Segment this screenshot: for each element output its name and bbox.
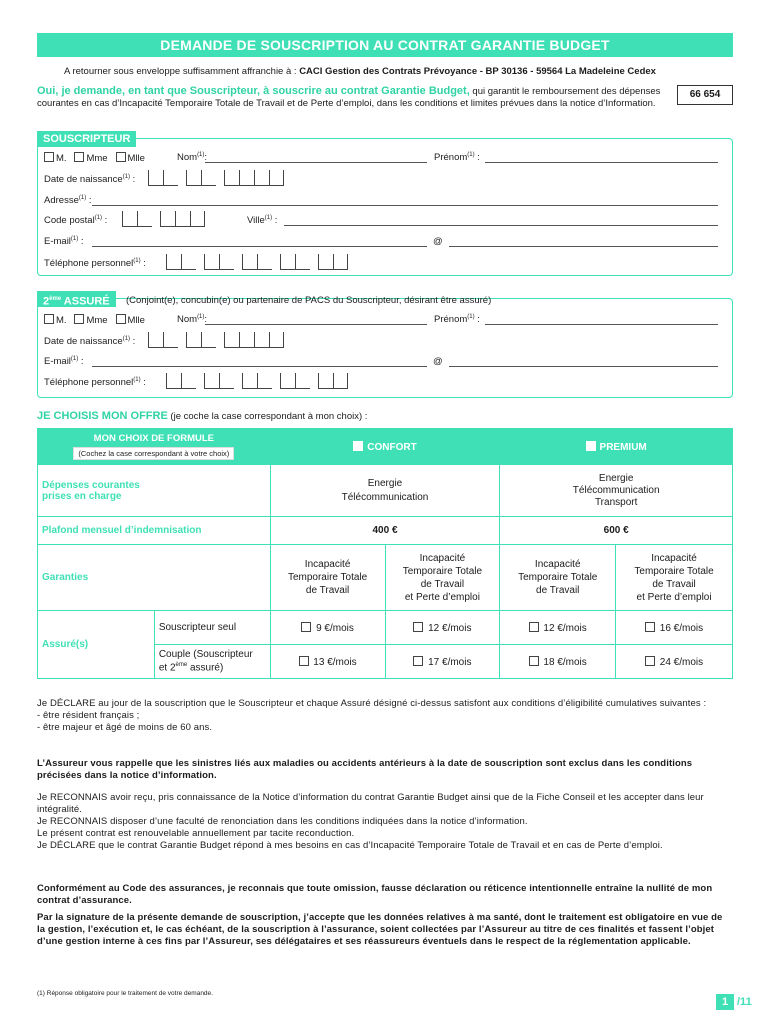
- a2-telephone-label: Téléphone personnel$^{(1)}$ :: [44, 377, 146, 389]
- confort-checkbox[interactable]: [353, 441, 363, 451]
- prenom-label: Prénom$^{(1)}$ :: [434, 152, 480, 164]
- assure2-civility-row: M. Mme Mlle: [44, 314, 145, 326]
- a2-email-user-input[interactable]: [92, 357, 427, 367]
- email-user-input[interactable]: [92, 237, 427, 247]
- civility-row: [44, 152, 145, 164]
- telephone-boxes[interactable]: [166, 254, 348, 270]
- garanties-label: Garanties: [38, 545, 271, 611]
- a2-civ-m-checkbox[interactable]: [44, 314, 54, 324]
- civ-m-label: M.: [56, 153, 67, 164]
- nom-input[interactable]: [205, 153, 427, 163]
- intro-paragraph: [37, 85, 667, 110]
- civ-mlle-label: Mlle: [127, 153, 145, 164]
- souscripteur-seul-label: Souscripteur seul: [154, 611, 270, 645]
- couple-label: Couple (Souscripteur et 2ème assuré): [154, 645, 270, 679]
- return-address: CACI Gestion des Contrats Prévoyance - BP 30136 - 59564 La Madeleine Cedex: [299, 66, 656, 77]
- assure2-description: (Conjoint(e), concubin(e) ou partenaire de PACS du Souscripteur, désirant être assuré): [126, 295, 492, 306]
- price-checkbox[interactable]: [645, 656, 655, 666]
- price-option[interactable]: 12 €/mois: [500, 611, 616, 645]
- page-number: 1: [716, 994, 734, 1010]
- price-checkbox[interactable]: [529, 656, 539, 666]
- a2-nom-input[interactable]: [205, 315, 427, 325]
- a2-email-domain-input[interactable]: [449, 357, 718, 367]
- price-option[interactable]: 13 €/mois: [270, 645, 385, 679]
- price-checkbox[interactable]: [299, 656, 309, 666]
- confort-plafond: 400 €: [270, 517, 500, 545]
- naissance-boxes[interactable]: [148, 170, 284, 186]
- signature-consent: Par la signature de la présente demande de souscription, j’accepte que les données relatives à ma santé, dont le traitement est obligatoire en vue de la gestion, l’exécution et, le cas échéant, de la souscription à l’assurance, soient collectées par l’Assureur au titre de ces finalités et fassent l’objet d’une gestion interne à ces fins par l’Assureur, ses délégataires et ses réassureurs éventuels dans le respect de la réglementation applicable.: [37, 912, 723, 947]
- a2-civ-mme-checkbox[interactable]: [74, 314, 84, 324]
- price-option[interactable]: 16 €/mois: [616, 611, 733, 645]
- assure2-tag: 2ème ASSURÉ: [37, 291, 116, 307]
- ville-input[interactable]: [284, 216, 718, 226]
- price-option[interactable]: 17 €/mois: [385, 645, 500, 679]
- email-domain-input[interactable]: [449, 237, 718, 247]
- ville-label: Ville$^{(1)}$ :: [247, 215, 278, 227]
- a2-telephone-boxes[interactable]: [166, 373, 348, 389]
- formule-header: MON CHOIX DE FORMULE (Cochez la case correspondant à votre choix): [38, 429, 271, 465]
- form-title: DEMANDE DE SOUSCRIPTION AU CONTRAT GARANTIE BUDGET: [37, 33, 733, 57]
- garantie-premium-ittt-pe: Incapacité Temporaire Totale de Travail et Perte d’emploi: [616, 545, 733, 611]
- a2-prenom-input[interactable]: [485, 315, 718, 325]
- price-checkbox[interactable]: [301, 622, 311, 632]
- offer-table: [37, 428, 733, 679]
- adresse-input[interactable]: [92, 196, 718, 206]
- garantie-confort-ittt: Incapacité Temporaire Totale de Travail: [270, 545, 385, 611]
- price-option[interactable]: 24 €/mois: [616, 645, 733, 679]
- premium-checkbox[interactable]: [586, 441, 596, 451]
- code-postal-boxes[interactable]: [122, 211, 205, 227]
- price-checkbox[interactable]: [529, 622, 539, 632]
- price-checkbox[interactable]: [413, 656, 423, 666]
- nom-label: Nom$^{(1)}$:: [177, 152, 208, 164]
- a2-naissance-boxes[interactable]: [148, 332, 284, 348]
- price-checkbox[interactable]: [645, 622, 655, 632]
- at-sign: @: [433, 236, 443, 247]
- telephone-label: Téléphone personnel$^{(1)}$ :: [44, 258, 146, 270]
- price-checkbox[interactable]: [413, 622, 423, 632]
- garantie-confort-ittt-pe: Incapacité Temporaire Totale de Travail et Perte d’emploi: [385, 545, 500, 611]
- price-option[interactable]: 18 €/mois: [500, 645, 616, 679]
- a2-nom-label: Nom$^{(1)}$:: [177, 314, 208, 326]
- declaration-eligibility: Je DÉCLARE au jour de la souscription que le Souscripteur et chaque Assuré désigné ci-dessus satisfont aux conditions d’éligibilité cumulatives suivantes : - être résident français ; - être majeur et âgé de moins de 60 ans.: [37, 698, 707, 733]
- prenom-input[interactable]: [485, 153, 718, 163]
- code-postal-label: Code postal$^{(1)}$ :: [44, 215, 108, 227]
- page-total: /11: [737, 996, 752, 1008]
- exclusion-notice: L’Assureur vous rappelle que les sinistres liés aux maladies ou accidents antérieurs à la date de souscription sont exclus dans les conditions précisées dans la notice d’information.: [37, 758, 693, 781]
- plafond-label: Plafond mensuel d’indemnisation: [38, 517, 271, 545]
- a2-civ-mlle-checkbox[interactable]: [116, 314, 126, 324]
- a2-naissance-label: Date de naissance$^{(1)}$ :: [44, 336, 136, 348]
- email-label: E-mail$^{(1)}$ :: [44, 236, 84, 248]
- code-assurances-notice: Conformément au Code des assurances, je reconnais que toute omission, fausse déclaration ou réticence intentionnelle entraîne la nullité de mon contrat d’assurance.: [37, 883, 713, 906]
- souscripteur-tag: SOUSCRIPTEUR: [37, 131, 136, 147]
- confort-depenses: Energie Télécommunication: [270, 465, 500, 517]
- civ-m-checkbox[interactable]: [44, 152, 54, 162]
- reference-number: 66 654: [677, 85, 733, 105]
- confort-option[interactable]: CONFORT: [270, 429, 500, 465]
- footnote: (1) Réponse obligatoire pour le traitement de votre demande.: [37, 990, 213, 997]
- intro-lead: Oui, je demande, en tant que Souscripteur, à souscrire au contrat Garantie Budget,: [37, 85, 470, 97]
- return-prefix: A retourner sous enveloppe suffisamment affranchie à :: [64, 66, 297, 77]
- garantie-premium-ittt: Incapacité Temporaire Totale de Travail: [500, 545, 616, 611]
- civ-mme-checkbox[interactable]: [74, 152, 84, 162]
- a2-prenom-label: Prénom$^{(1)}$ :: [434, 314, 480, 326]
- intro-rest: qui garantit le remboursement des dépenses courantes en cas d’Incapacité Temporaire Totale de Travail et de Perte d’emploi, dans les conditions et limites prévues dans la notice d’Information.: [37, 86, 661, 109]
- assures-label: Assuré(s): [38, 611, 155, 679]
- reconnais-block: Je RECONNAIS avoir reçu, pris connaissance de la Notice d’information du contrat Garantie Budget ainsi que de la Fiche Conseil et les accepter dans leur intégralité. Je RECONNAIS disposer d’une faculté de renonciation dans les conditions indiquées dans la notice d’information. Le présent contrat est renouvelable annuellement par tacite reconduction. Je DÉCLARE que le contrat Garantie Budget répond à mes besoins en cas d’Incapacité Temporaire Totale de Travail et en cas de Perte d’emploi.: [37, 792, 704, 851]
- naissance-label: Date de naissance$^{(1)}$ :: [44, 174, 136, 186]
- price-option[interactable]: 12 €/mois: [385, 611, 500, 645]
- civ-mlle-checkbox[interactable]: [116, 152, 126, 162]
- depenses-label: Dépenses courantes prises en charge: [38, 465, 271, 517]
- price-option[interactable]: 9 €/mois: [270, 611, 385, 645]
- civ-mme-label: Mme: [86, 153, 108, 164]
- premium-depenses: Energie Télécommunication Transport: [500, 465, 733, 517]
- adresse-label: Adresse$^{(1)}$ :: [44, 195, 92, 207]
- a2-at-sign: @: [433, 356, 443, 367]
- offer-title: JE CHOISIS MON OFFRE (je coche la case correspondant à mon choix) :: [37, 410, 368, 422]
- return-address-line: [64, 66, 656, 77]
- a2-email-label: E-mail$^{(1)}$ :: [44, 356, 84, 368]
- premium-option[interactable]: PREMIUM: [500, 429, 733, 465]
- premium-plafond: 600 €: [500, 517, 733, 545]
